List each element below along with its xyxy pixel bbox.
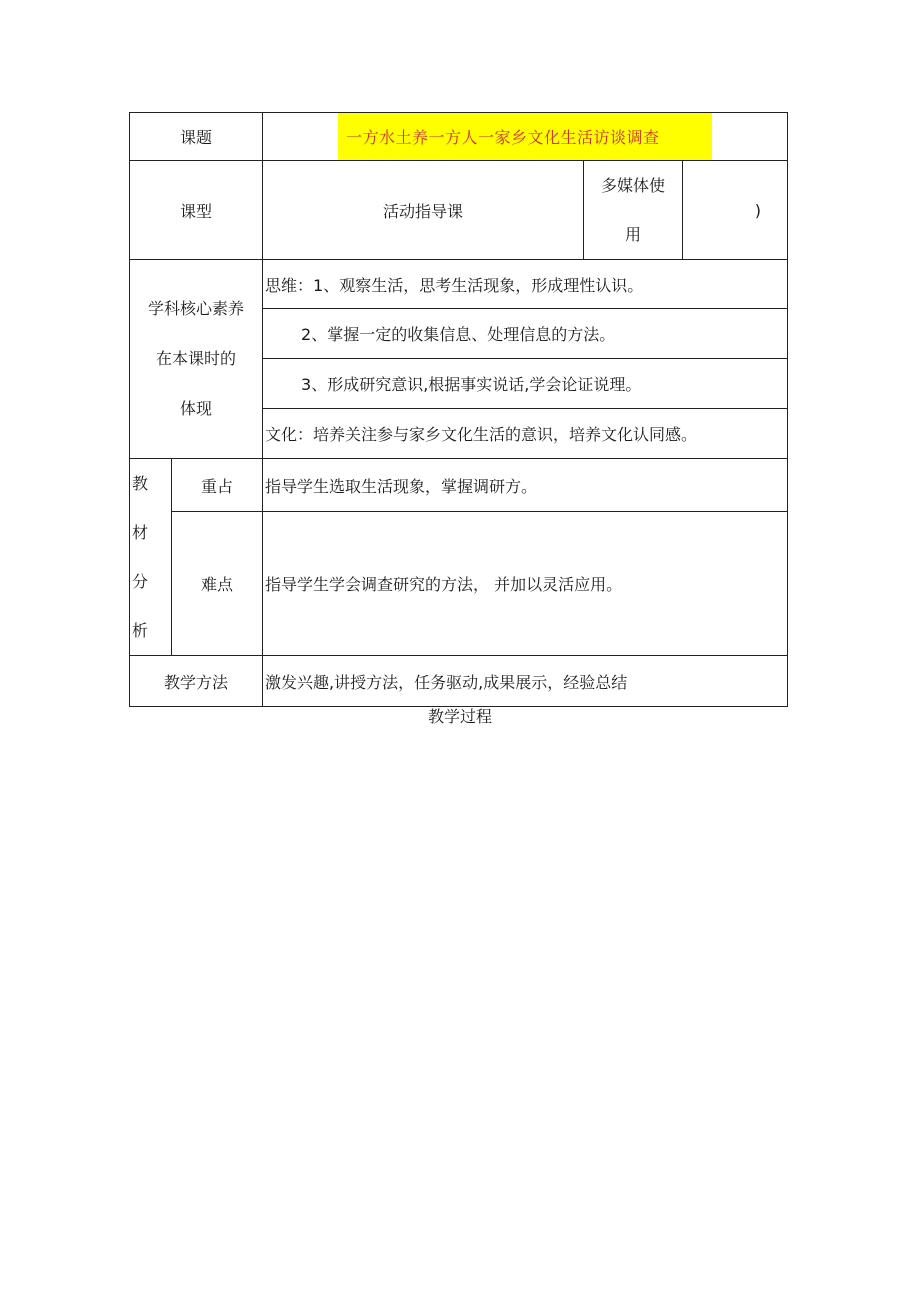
analysis-char: 分 bbox=[132, 572, 149, 591]
topic-row bbox=[130, 113, 788, 161]
type-value-cell bbox=[263, 161, 584, 260]
analysis-char: 材 bbox=[132, 523, 149, 542]
media-label-line2: 用 bbox=[625, 225, 642, 244]
core-item-culture bbox=[263, 409, 788, 459]
difficulty-label-cell bbox=[172, 512, 263, 656]
analysis-label-cell bbox=[130, 459, 172, 656]
difficulty-value: 指导学生学会调查研究的方法， 并加以灵活应用。 bbox=[265, 575, 623, 595]
topic-value-cell bbox=[263, 113, 788, 161]
lesson-title: 一方水土养一方人一家乡文化生活访谈调查 bbox=[338, 113, 712, 160]
core-label-cell bbox=[130, 260, 263, 459]
difficulty-label: 难点 bbox=[201, 575, 234, 595]
key-point-value: 指导学生选取生活现象，掌握调研方。 bbox=[265, 476, 538, 496]
method-value: 激发兴趣,讲授方法，任务驱动,成果展示，经验总结 bbox=[265, 672, 628, 692]
teaching-process-heading: 教学过程 bbox=[427, 707, 492, 726]
media-value-cell bbox=[683, 161, 788, 260]
core-item-text: 2、掌握一定的收集信息、处理信息的方法。 bbox=[301, 325, 616, 344]
core-label-line1: 学科核心素养 bbox=[148, 299, 245, 318]
core-label-line3: 体现 bbox=[180, 399, 213, 418]
core-item-research bbox=[263, 359, 788, 409]
core-item-text: 3、形成研究意识,根据事实说话,学会论证说理。 bbox=[301, 375, 642, 394]
key-point-value-cell bbox=[263, 459, 788, 512]
topic-label-cell bbox=[130, 113, 263, 161]
type-label: 课型 bbox=[180, 201, 213, 221]
core-row-1 bbox=[130, 260, 788, 309]
difficulty-row bbox=[130, 512, 788, 656]
media-label-cell bbox=[584, 161, 683, 260]
method-value-cell bbox=[263, 656, 788, 707]
type-row bbox=[130, 161, 788, 260]
method-row bbox=[130, 656, 788, 707]
method-label: 教学方法 bbox=[164, 672, 229, 692]
core-label-line2: 在本课时的 bbox=[156, 349, 237, 368]
media-value: ) bbox=[754, 200, 762, 220]
key-point-row bbox=[130, 459, 788, 512]
type-label-cell bbox=[130, 161, 263, 260]
method-label-cell bbox=[130, 656, 263, 707]
core-item-text: 思维：1、观察生活，思考生活现象，形成理性认识。 bbox=[265, 275, 644, 295]
lesson-plan-table bbox=[129, 112, 788, 707]
media-label-line1: 多媒体使 bbox=[601, 176, 666, 195]
analysis-char: 教 bbox=[132, 474, 149, 493]
type-value: 活动指导课 bbox=[383, 201, 464, 221]
topic-label: 课题 bbox=[180, 128, 213, 147]
core-item-text: 文化：培养关注参与家乡文化生活的意识，培养文化认同感。 bbox=[265, 425, 698, 444]
difficulty-value-cell bbox=[263, 512, 788, 656]
key-point-label: 重占 bbox=[201, 476, 234, 496]
analysis-char: 析 bbox=[132, 621, 149, 640]
key-point-label-cell bbox=[172, 459, 263, 512]
core-item-thinking bbox=[263, 260, 788, 309]
core-item-info bbox=[263, 309, 788, 359]
